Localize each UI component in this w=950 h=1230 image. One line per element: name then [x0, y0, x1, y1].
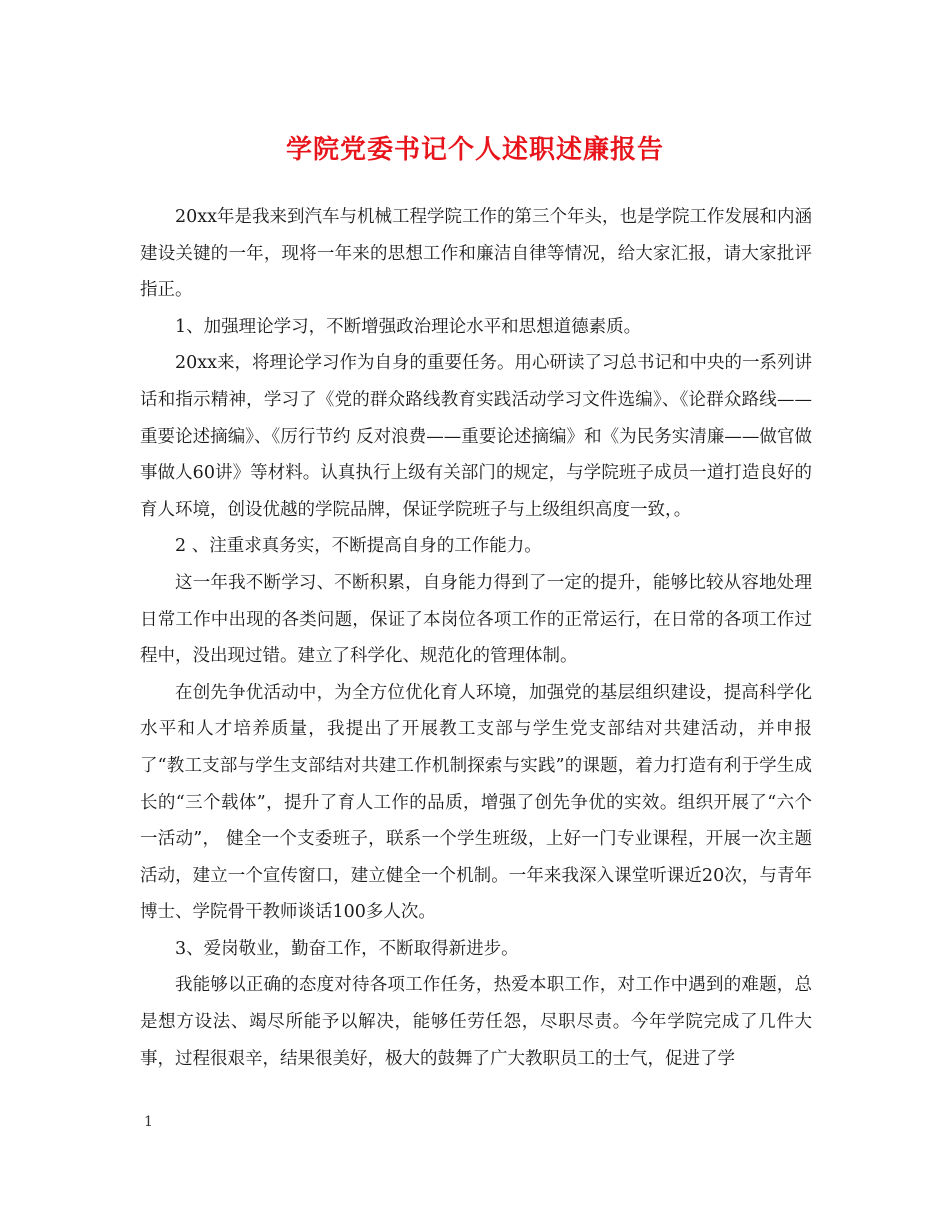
body-paragraph: 这一年我不断学习、不断积累，自身能力得到了一定的提升，能够比较从容地处理日常工作中出现的各类问题，保证了本岗位各项工作的正常运行，在日常的各项工作过程中，没出现过错。建立了科学化、规范化的管理体制。 — [140, 572, 812, 667]
body-paragraph: 20xx来，将理论学习作为自身的重要任务。用心研读了习总书记和中央的一系列讲话和指示精神，学习了《党的群众路线教育实践活动学习文件选编》、《论群众路线——重要论述摘编》、《厉行节约 反对浪费——重要论述摘编》和《为民务实清廉——做官做事做人60讲》等材料。认真执行上级有关部门的规定，与学院班子成员一道打造良好的育人环境，创设优越的学院品牌，保证学院班子与上级组织高度一致，。 — [140, 353, 813, 520]
document-body — [140, 199, 812, 1077]
body-paragraph: 我能够以正确的态度对待各项工作任务，热爱本职工作，对工作中遇到的难题，总是想方设法、竭尽所能予以解决，能够任劳任怨，尽职尽责。今年学院完成了几件大事，过程很艰辛，结果很美好，极大的鼓舞了广大教职员工的士气，促进了学 — [140, 975, 812, 1069]
section-heading-2: 2 、注重求真务实，不断提高自身的工作能力。 — [175, 536, 542, 557]
body-paragraph: 在创先争优活动中，为全方位优化育人环境，加强党的基层组织建设，提高科学化水平和人才培养质量，我提出了开展教工支部与学生党支部结对共建活动，并申报了“教工支部与学生支部结对共建工作机制探索与实践”的课题，着力打造有利于学生成长的“三个载体”，提升了育人工作的品质，增强了创先争优的实效。组织开展了“六个一活动”， 健全一个支委班子，联系一个学生班级，上好一门专业课程，开展一次主题活动，建立一个宣传窗口，建立健全一个机制。一年来我深入课堂听课近20次，与青年博士、学院骨干教师谈话100多人次。 — [140, 682, 812, 923]
intro-paragraph: 20xx年是我来到汽车与机械工程学院工作的第三个年头，也是学院工作发展和内涵建设关键的一年，现将一年来的思想工作和廉洁自律等情况，给大家汇报，请大家批评指正。 — [140, 207, 813, 301]
section-heading-1: 1、加强理论学习，不断增强政治理论水平和思想道德素质。 — [175, 316, 642, 337]
section-heading-3: 3、爱岗敬业，勤奋工作，不断取得新进步。 — [175, 938, 519, 959]
document-title: 学院党委书记个人述职述廉报告 — [285, 135, 664, 165]
page-number: 1 — [144, 1114, 153, 1130]
